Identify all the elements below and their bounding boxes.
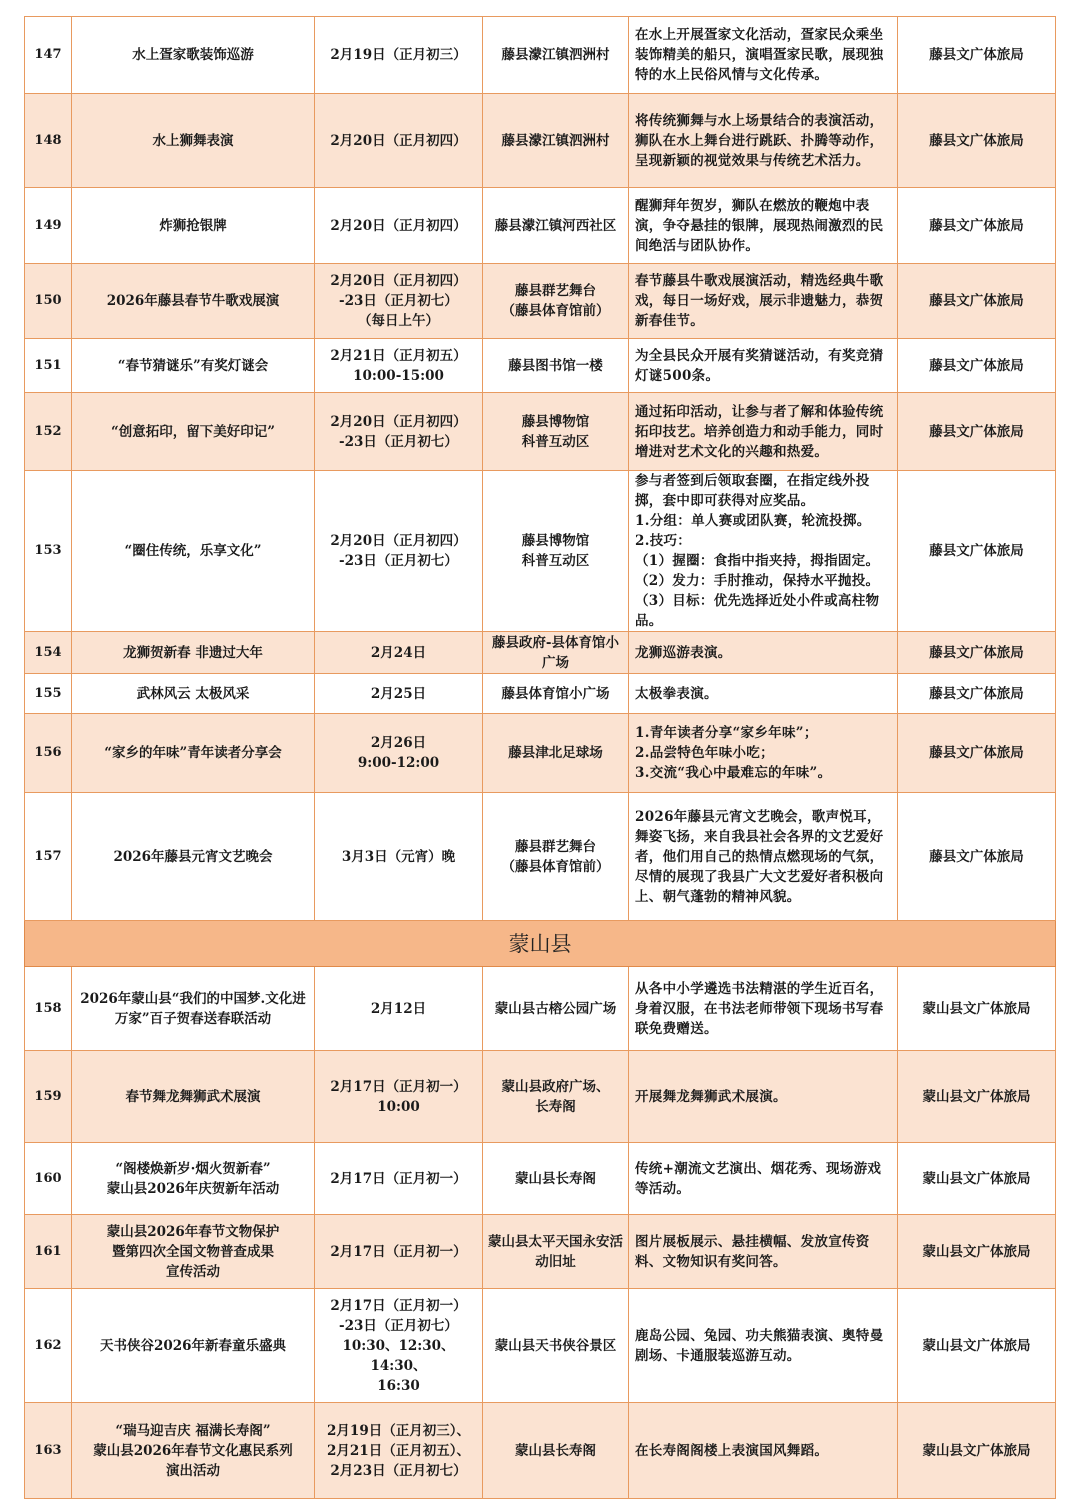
- event-time: 2月19日（正月初三）、 2月21日（正月初五）、 2月23日（正月初七）: [315, 1403, 483, 1499]
- organizer: 藤县文广体旅局: [898, 17, 1056, 94]
- organizer: 蒙山县文广体旅局: [898, 1403, 1056, 1499]
- event-place: 蒙山县天书侠谷景区: [483, 1289, 629, 1403]
- tengxian-rows: [25, 17, 1056, 921]
- event-description: 醒狮拜年贺岁，狮队在燃放的鞭炮中表演，争夺悬挂的银牌，展现热闹激烈的民间绝活与团队协作。: [629, 188, 898, 264]
- organizer: 藤县文广体旅局: [898, 793, 1056, 921]
- organizer: 藤县文广体旅局: [898, 632, 1056, 674]
- event-time: 2月21日（正月初五） 10:00-15:00: [315, 339, 483, 393]
- organizer: 藤县文广体旅局: [898, 94, 1056, 188]
- event-time: 2月17日（正月初一） -23日（正月初七） 10:30、12:30、14:30、 16:30: [315, 1289, 483, 1403]
- row-number: 160: [25, 1143, 72, 1215]
- organizer: 藤县文广体旅局: [898, 393, 1056, 471]
- event-name: 龙狮贺新春 非遗过大年: [72, 632, 315, 674]
- table-row: [25, 339, 1056, 393]
- event-place: 藤县体育馆小广场: [483, 674, 629, 714]
- row-number: 152: [25, 393, 72, 471]
- table-row: [25, 1051, 1056, 1143]
- event-description: 在长寿阁阁楼上表演国风舞蹈。: [629, 1403, 898, 1499]
- table-row: [25, 793, 1056, 921]
- event-time: 2月20日（正月初四） -23日（正月初七） （每日上午）: [315, 264, 483, 339]
- table-row: [25, 1289, 1056, 1403]
- table-row: [25, 674, 1056, 714]
- organizer: 藤县文广体旅局: [898, 714, 1056, 793]
- row-number: 157: [25, 793, 72, 921]
- event-place: 藤县群艺舞台 （藤县体育馆前）: [483, 264, 629, 339]
- event-time: 2月17日（正月初一）: [315, 1143, 483, 1215]
- event-description: 为全县民众开展有奖猜谜活动，有奖竞猜灯谜500条。: [629, 339, 898, 393]
- section-header: [25, 921, 1056, 967]
- event-name: 蒙山县2026年春节文物保护 暨第四次全国文物普查成果 宣传活动: [72, 1215, 315, 1289]
- event-time: 2月12日: [315, 967, 483, 1051]
- event-time: 2月17日（正月初一）: [315, 1215, 483, 1289]
- event-name: 2026年蒙山县“我们的中国梦.文化进万家”百子贺春送春联活动: [72, 967, 315, 1051]
- event-place: 蒙山县古榕公园广场: [483, 967, 629, 1051]
- row-number: 154: [25, 632, 72, 674]
- organizer: 藤县文广体旅局: [898, 674, 1056, 714]
- event-time: 2月17日（正月初一） 10:00: [315, 1051, 483, 1143]
- row-number: 158: [25, 967, 72, 1051]
- event-place: 蒙山县太平天国永安活动旧址: [483, 1215, 629, 1289]
- table-row: [25, 714, 1056, 793]
- organizer: 蒙山县文广体旅局: [898, 1143, 1056, 1215]
- event-description: 春节藤县牛歌戏展演活动，精选经典牛歌戏，每日一场好戏，展示非遗魅力，恭贺新春佳节。: [629, 264, 898, 339]
- event-description: 图片展板展示、悬挂横幅、发放宣传资料、文物知识有奖问答。: [629, 1215, 898, 1289]
- event-time: 2月20日（正月初四） -23日（正月初七）: [315, 471, 483, 632]
- event-description: 开展舞龙舞狮武术展演。: [629, 1051, 898, 1143]
- event-description: 鹿岛公园、兔园、功夫熊猫表演、奥特曼剧场、卡通服装巡游互动。: [629, 1289, 898, 1403]
- organizer: 藤县文广体旅局: [898, 188, 1056, 264]
- row-number: 155: [25, 674, 72, 714]
- row-number: 163: [25, 1403, 72, 1499]
- table-row: [25, 188, 1056, 264]
- organizer: 蒙山县文广体旅局: [898, 1215, 1056, 1289]
- row-number: 147: [25, 17, 72, 94]
- event-time: 2月20日（正月初四）: [315, 188, 483, 264]
- mengshan-rows: [25, 967, 1056, 1499]
- event-time: 2月19日（正月初三）: [315, 17, 483, 94]
- event-description: 参与者签到后领取套圈，在指定线外投掷，套中即可获得对应奖品。 1.分组：单人赛或团队赛，轮流投掷。 2.技巧： （1）握圈：食指中指夹持，拇指固定。 （2）发力：手肘推动，保持水平抛投。 （3）目标：优先选择近处小件或高柱物品。: [629, 471, 898, 632]
- event-description: 在水上开展疍家文化活动，疍家民众乘坐装饰精美的船只，演唱疍家民歌，展现独特的水上民俗风情与文化传承。: [629, 17, 898, 94]
- event-name: “阁楼焕新岁·烟火贺新春” 蒙山县2026年庆贺新年活动: [72, 1143, 315, 1215]
- row-number: 153: [25, 471, 72, 632]
- event-place: 蒙山县长寿阁: [483, 1143, 629, 1215]
- event-description: 2026年藤县元宵文艺晚会，歌声悦耳，舞姿飞扬，来自我县社会各界的文艺爱好者，他们用自己的热情点燃现场的气氛，尽情的展现了我县广大文艺爱好者积极向上、朝气蓬勃的精神风貌。: [629, 793, 898, 921]
- event-name: “家乡的年味”青年读者分享会: [72, 714, 315, 793]
- organizer: 藤县文广体旅局: [898, 471, 1056, 632]
- row-number: 149: [25, 188, 72, 264]
- row-number: 148: [25, 94, 72, 188]
- event-place: 藤县博物馆 科普互动区: [483, 471, 629, 632]
- table-row: [25, 1215, 1056, 1289]
- event-description: 龙狮巡游表演。: [629, 632, 898, 674]
- table-row: [25, 1143, 1056, 1215]
- event-name: “瑞马迎吉庆 福满长寿阁” 蒙山县2026年春节文化惠民系列 演出活动: [72, 1403, 315, 1499]
- event-name: 水上狮舞表演: [72, 94, 315, 188]
- event-name: “春节猜谜乐”有奖灯谜会: [72, 339, 315, 393]
- event-time: 2月20日（正月初四）: [315, 94, 483, 188]
- event-name: “创意拓印，留下美好印记”: [72, 393, 315, 471]
- organizer: 蒙山县文广体旅局: [898, 1289, 1056, 1403]
- event-table: [24, 16, 1056, 1499]
- table-row: [25, 94, 1056, 188]
- event-place: 藤县博物馆 科普互动区: [483, 393, 629, 471]
- event-place: 藤县图书馆一楼: [483, 339, 629, 393]
- event-time: 2月20日（正月初四） -23日（正月初七）: [315, 393, 483, 471]
- event-name: 天书侠谷2026年新春童乐盛典: [72, 1289, 315, 1403]
- row-number: 159: [25, 1051, 72, 1143]
- organizer: 蒙山县文广体旅局: [898, 1051, 1056, 1143]
- event-name: 春节舞龙舞狮武术展演: [72, 1051, 315, 1143]
- event-name: 武林风云 太极风采: [72, 674, 315, 714]
- table-row: [25, 17, 1056, 94]
- event-name: 2026年藤县元宵文艺晚会: [72, 793, 315, 921]
- section-title-mengshan: 蒙山县: [25, 921, 1056, 967]
- event-place: 藤县濛江镇河西社区: [483, 188, 629, 264]
- event-time: 2月25日: [315, 674, 483, 714]
- row-number: 161: [25, 1215, 72, 1289]
- event-name: 水上疍家歌装饰巡游: [72, 17, 315, 94]
- event-place: 蒙山县政府广场、 长寿阁: [483, 1051, 629, 1143]
- event-name: “圈住传统，乐享文化”: [72, 471, 315, 632]
- organizer: 藤县文广体旅局: [898, 339, 1056, 393]
- event-description: 从各中小学遴选书法精湛的学生近百名，身着汉服，在书法老师带领下现场书写春联免费赠送。: [629, 967, 898, 1051]
- event-schedule-sheet: [24, 16, 1055, 1499]
- event-description: 将传统狮舞与水上场景结合的表演活动，狮队在水上舞台进行跳跃、扑腾等动作，呈现新颖的视觉效果与传统艺术活力。: [629, 94, 898, 188]
- event-time: 3月3日（元宵）晚: [315, 793, 483, 921]
- table-row: [25, 264, 1056, 339]
- event-place: 藤县濛江镇泗洲村: [483, 17, 629, 94]
- row-number: 150: [25, 264, 72, 339]
- event-place: 藤县政府-县体育馆小广场: [483, 632, 629, 674]
- event-place: 藤县群艺舞台 （藤县体育馆前）: [483, 793, 629, 921]
- row-number: 156: [25, 714, 72, 793]
- event-time: 2月26日 9:00-12:00: [315, 714, 483, 793]
- event-name: 2026年藤县春节牛歌戏展演: [72, 264, 315, 339]
- organizer: 藤县文广体旅局: [898, 264, 1056, 339]
- organizer: 蒙山县文广体旅局: [898, 967, 1056, 1051]
- event-place: 蒙山县长寿阁: [483, 1403, 629, 1499]
- table-row: [25, 471, 1056, 632]
- row-number: 151: [25, 339, 72, 393]
- event-description: 太极拳表演。: [629, 674, 898, 714]
- event-place: 藤县津北足球场: [483, 714, 629, 793]
- table-row: [25, 393, 1056, 471]
- table-row: [25, 1403, 1056, 1499]
- table-row: [25, 632, 1056, 674]
- event-name: 炸狮抢银牌: [72, 188, 315, 264]
- event-description: 通过拓印活动，让参与者了解和体验传统拓印技艺。培养创造力和动手能力，同时增进对艺术文化的兴趣和热爱。: [629, 393, 898, 471]
- event-description: 1.青年读者分享“家乡年味”； 2.品尝特色年味小吃； 3.交流“我心中最难忘的年味”。: [629, 714, 898, 793]
- event-description: 传统+潮流文艺演出、烟花秀、现场游戏等活动。: [629, 1143, 898, 1215]
- row-number: 162: [25, 1289, 72, 1403]
- table-row: [25, 967, 1056, 1051]
- event-place: 藤县濛江镇泗洲村: [483, 94, 629, 188]
- event-time: 2月24日: [315, 632, 483, 674]
